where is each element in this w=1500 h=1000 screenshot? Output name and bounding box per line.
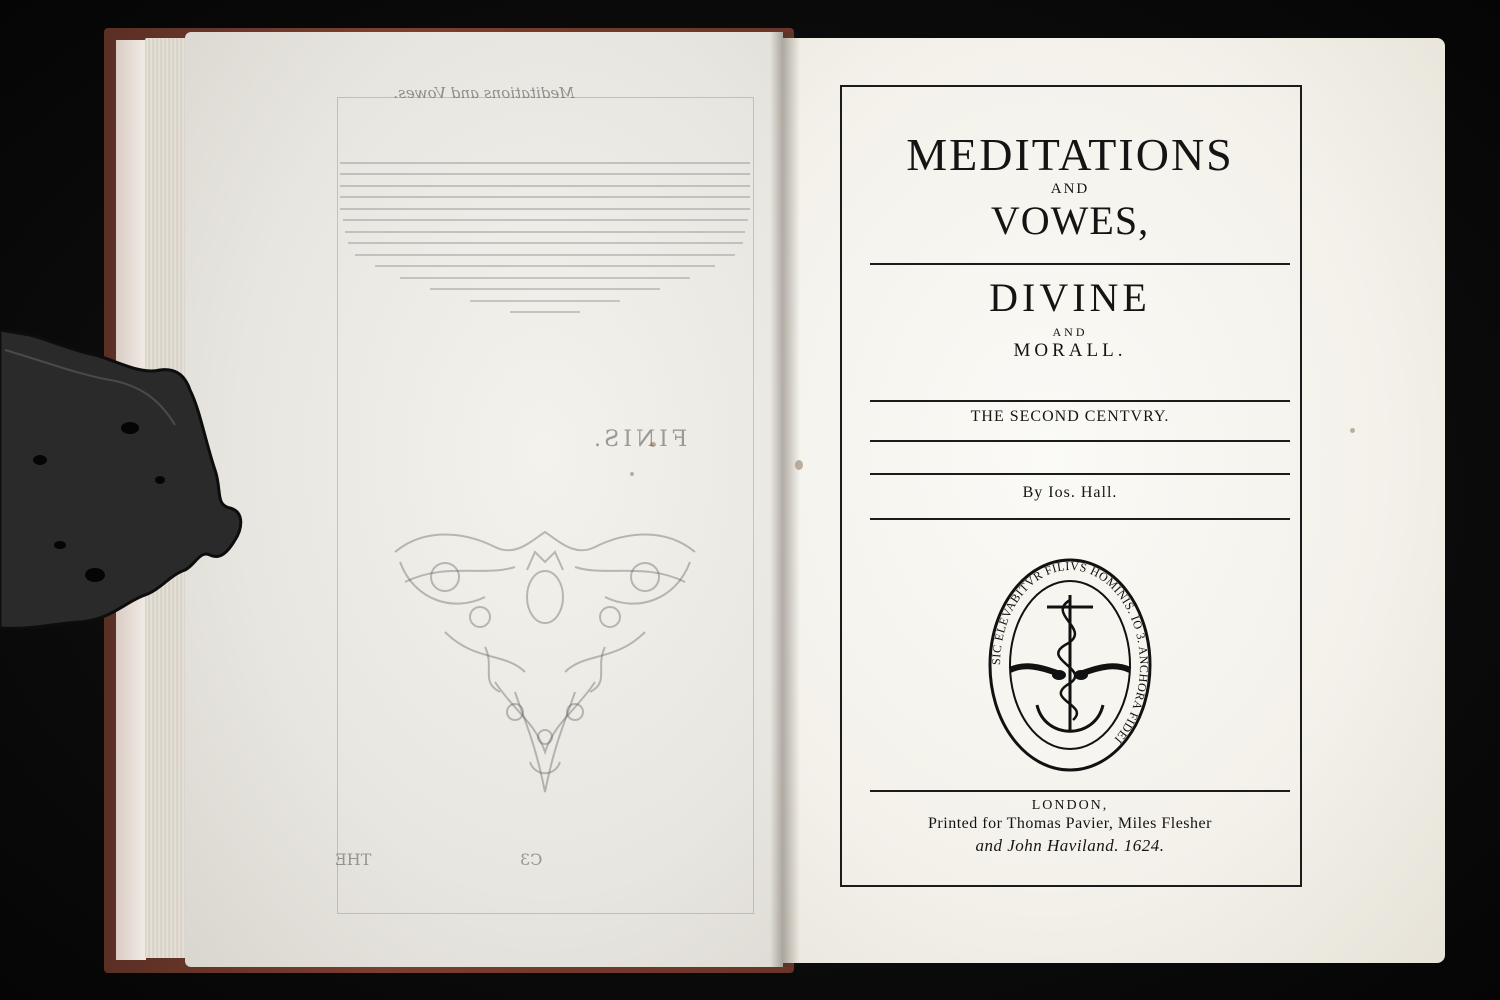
- century-line: THE SECOND CENTVRY.: [970, 408, 1170, 425]
- seal-motto: SIC ELEVABITVR FILIVS HOMINIS. IO 3. ANCHORA FIDEI: [988, 558, 1152, 747]
- show-through-signature: C3: [520, 850, 543, 869]
- title-rule: [870, 473, 1290, 475]
- title-rule: [870, 400, 1290, 402]
- author-line: By Ios. Hall.: [1022, 484, 1118, 501]
- title-rule: [870, 790, 1290, 792]
- title-and: AND: [1050, 181, 1090, 197]
- show-through-finis: FINIS.: [590, 427, 688, 452]
- imprint-date: and John Haviland. 1624.: [975, 836, 1165, 855]
- title-rule: [870, 263, 1290, 265]
- left-page-verso: [185, 32, 783, 967]
- book-gutter: [770, 32, 800, 967]
- subtitle-divine: DIVINE: [989, 275, 1151, 320]
- foxing-spot: [650, 442, 656, 447]
- title-rule: [870, 440, 1290, 442]
- foxing-spot: [1350, 428, 1355, 433]
- foxing-spot: [795, 460, 803, 470]
- tailpiece-ornament-icon: [385, 522, 705, 812]
- subtitle-and: AND: [1052, 325, 1088, 339]
- show-through-running-head: Meditations and Vowes.: [393, 84, 575, 102]
- show-through-catchword: THE: [335, 850, 372, 869]
- foxing-spot: [630, 472, 634, 476]
- subtitle-morall: MORALL.: [1013, 340, 1127, 361]
- title-rule: [870, 518, 1290, 520]
- title-vowes: VOWES,: [990, 198, 1150, 243]
- printers-device-anchor-icon: [985, 555, 1155, 775]
- metal-clasp-icon: [0, 330, 250, 640]
- show-through-text-block: [335, 152, 755, 313]
- imprint-place: LONDON,: [1031, 798, 1109, 813]
- imprint-printer: Printed for Thomas Pavier, Miles Flesher: [928, 815, 1212, 832]
- title-main: MEDITATIONS: [906, 129, 1234, 180]
